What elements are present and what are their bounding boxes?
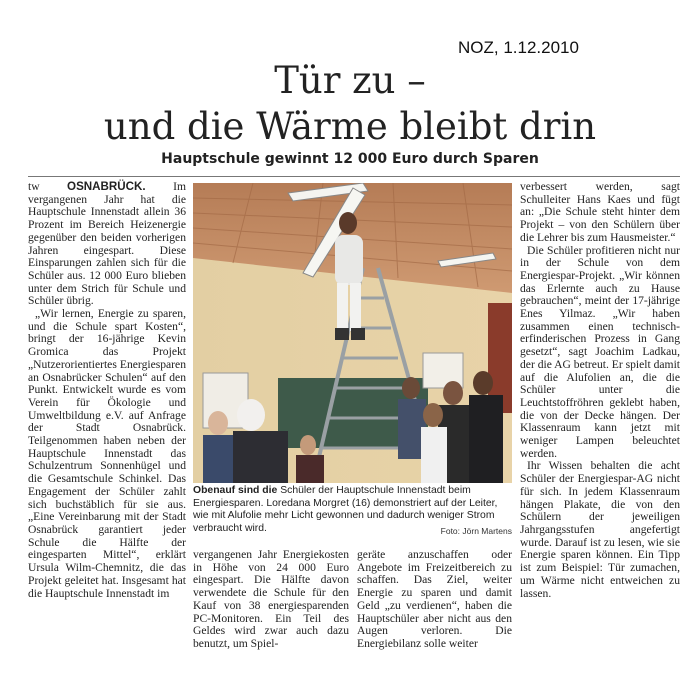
article-paragraph: geräte anzuschaffen oder Angebote im Freizeitbereich zu schaffen. Das Ziel, weiter Energie zu sparen und damit Geld „zu verdienen“, haben die Hauptschüler aber nicht aus den Augen verloren. Die Energiebilanz solle weiter bbox=[357, 548, 512, 650]
header-rule bbox=[28, 176, 680, 177]
headline-line-2: und die Wärme bleibt drin bbox=[103, 105, 597, 148]
dateline: OSNABRÜCK. bbox=[67, 180, 146, 193]
article-paragraph: Ihr Wissen behalten die acht Schüler der Energiespar-AG nicht für sich. In jedem Klassenraum hängen Plakate, die von den Schülern der jeweiligen Jahrgangsstufen angefertigt wurde. Darauf ist zu lesen, wie sie Energie sparen können. Ein Tipp ist zum Beispiel: Tür zumachen, um Wärme nicht entweichen zu lassen. bbox=[520, 459, 680, 600]
subheadline: Hauptschule gewinnt 12 000 Euro durch Sparen bbox=[161, 151, 539, 167]
photo-caption bbox=[193, 485, 512, 537]
article-column-2 bbox=[193, 549, 349, 651]
caption-lead: Obenauf sind die bbox=[193, 485, 278, 496]
byline: tw bbox=[28, 180, 40, 193]
source-label: NOZ, 1.12.2010 bbox=[458, 38, 579, 57]
article-photo bbox=[193, 183, 512, 483]
article-paragraph: verbessert werden, sagt Schulleiter Hans Kaes und fügt an: „Die Schule steht hinter dem Projekt – von den Schülern über die Lehrer bis zum Hausmeister.“ bbox=[520, 180, 680, 244]
article-lead-paragraph bbox=[28, 181, 186, 308]
article-paragraph: vergangenen Jahr Energiekosten in Höhe von 24 000 Euro eingespart. Die Hälfte davon verwendete die Schule für den Kauf von 38 energiesparenden PC-Monitoren. Ein Teil des Geldes wird zwar auch dazu benutzt, um Spiel- bbox=[193, 548, 349, 650]
article-column-4 bbox=[520, 181, 680, 600]
headline-line-1: Tür zu – bbox=[274, 59, 426, 102]
caption-text: Schüler der Hauptschule Innenstadt beim Energiesparen. Loredana Morgret (16) demonstriert auf der Leiter, wie mit Alufolie mehr Licht gewonnen und dadurch weniger Strom verbraucht wird. bbox=[193, 485, 498, 534]
article-column-3 bbox=[357, 549, 512, 651]
article-column-1 bbox=[28, 181, 186, 600]
article-paragraph: Die Schüler profitieren nicht nur in der Schule von dem Energiespar-Projekt. „Wir können das Erlernte auch zu Hause gebrauchen“, meint der 17-jährige Enes Yilmaz. „Wir haben zusammen einen technisch-erfinderischen Prozess in Gang gesetzt“, sagt Joachim Ladkau, der die AG betreut. Er spielt damit auf die Alufolien an, die die Schüler unter die Leuchtstoffröhren geklebt haben, die von der Decke hängen. Der Klassenraum kann jetzt mit weniger Lampen beleuchtet werden. bbox=[520, 243, 681, 460]
paragraph-text: Im vergangenen Jahr hat die Hauptschule Innenstadt allein 36 Prozent im Bereich Heizenergie gegenüber den beiden vorherigen Jahren eingespart. Diese Einsparungen zahlen sich für die Schüler aus. 12 000 Euro blieben unter dem Strich für Schule und Schüler übrig. bbox=[28, 180, 186, 308]
article-paragraph: „Wir lernen, Energie zu sparen, und die Schule spart Kosten“, bringt der 16-jährige Kevin Gromica das Projekt „Nutzerorientiertes Energiesparen an Osnabrücker Schulen“ auf den Punkt. Entwickelt wurde es vom Verein für Ökologie und Umweltbildung e.V. auf Anfrage der Stadt Osnabrück. Teilgenommen haben neben der Hauptschule Innenstadt das Schulzentrum Sonnenhügel und die Gesamtschule Schinkel. Das Engagement der Schüler zahlt sich buchstäblich für sie aus. „Eine Vereinbarung mit der Stadt Osnabrück garantiert jeder Schule die Hälfte der eingesparten Mittel“, erklärt Ursula Wilm-Chemnitz, die das Projekt geleitet hat. Insgesamt hat die Hauptschule Innenstadt im bbox=[28, 307, 186, 600]
photo-credit: Foto: Jörn Martens bbox=[440, 525, 512, 536]
classroom-photo-illustration bbox=[193, 183, 512, 483]
